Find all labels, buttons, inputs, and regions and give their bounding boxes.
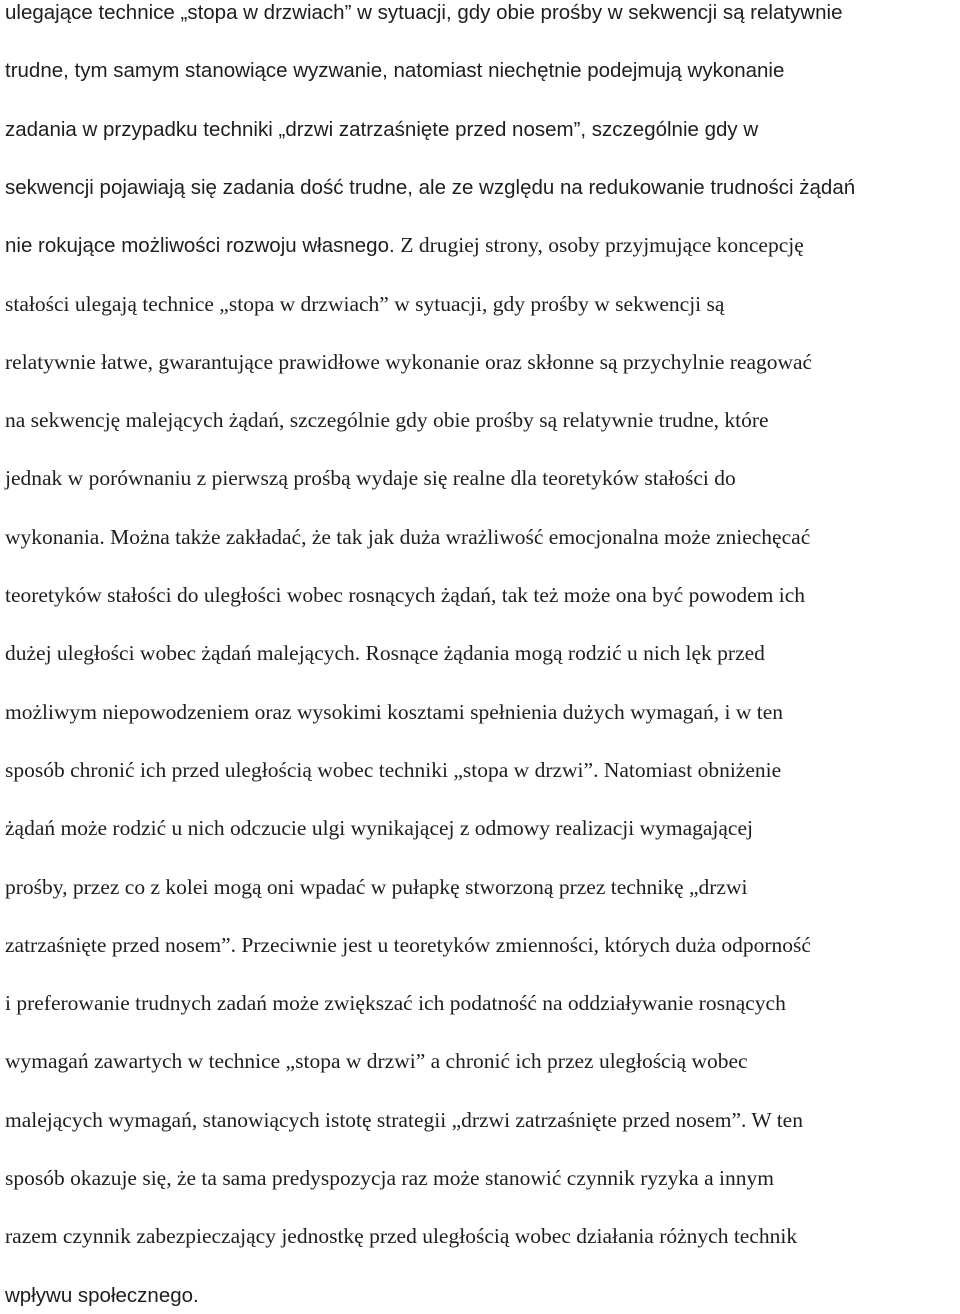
text-line (5, 1166, 774, 1190)
text-line (5, 466, 736, 490)
text-segment: sposób chronić ich przed uległością wobec techniki „stopa w drzwi”. Natomiast obniżenie (5, 757, 782, 782)
text-segment: dużej uległości wobec żądań malejących. Rosnące żądania mogą rodzić u nich lęk przed (5, 641, 765, 666)
text-segment: Z drugiej strony, osoby przyjmujące koncepcję (400, 233, 804, 258)
text-segment: ulegające technice „stopa w drzwiach” w sytuacji, gdy obie prośby w sekwencji są relatywnie (5, 1, 843, 24)
text-line (5, 233, 804, 258)
text-line (5, 758, 781, 782)
text-line (5, 816, 753, 840)
text-segment: relatywnie łatwe, gwarantujące prawidłowe wykonanie oraz skłonne są przychylnie reagować (5, 349, 813, 374)
text-segment: razem czynnik zabezpieczający jednostkę przed uległością wobec działania różnych technik (5, 1224, 798, 1249)
text-line (5, 350, 812, 374)
text-line (5, 292, 724, 316)
text-segment: zatrzaśnięte przed nosem”. Przeciwnie jest u teoretyków zmienności, których duża odporność (5, 932, 811, 957)
text-line (5, 641, 765, 665)
text-line (5, 58, 784, 83)
text-line (5, 1283, 199, 1308)
text-line (5, 525, 810, 549)
text-line (5, 1049, 748, 1073)
text-segment: sekwencji pojawiają się zadania dość trudne, ale ze względu na redukowanie trudności żądań (5, 175, 856, 199)
text-segment: stałości ulegają technice „stopa w drzwiach” w sytuacji, gdy prośby w sekwencji są (5, 291, 725, 316)
text-line (5, 408, 769, 432)
text-line (5, 700, 783, 724)
text-segment: nie rokujące możliwości rozwoju własnego. (5, 234, 401, 258)
text-segment: jednak w porównaniu z pierwszą prośbą wydaje się realne dla teoretyków stałości do (5, 466, 736, 491)
text-segment: wykonania. Można także zakładać, że tak jak duża wrażliwość emocjonalna może zniechęcać (5, 524, 811, 549)
text-segment: wymagań zawartych w technice „stopa w drzwi” a chronić ich przez uległością wobec (5, 1049, 748, 1074)
text-line (5, 933, 811, 957)
text-segment: trudne, tym samym stanowiące wyzwanie, natomiast niechętnie podejmują wykonanie (5, 59, 785, 83)
text-line (5, 991, 786, 1015)
text-segment: możliwym niepowodzeniem oraz wysokimi kosztami spełnienia dużych wymagań, i w ten (5, 699, 783, 724)
text-segment: na sekwencję malejących żądań, szczególnie gdy obie prośby są relatywnie trudne, które (5, 408, 769, 433)
text-line (5, 875, 747, 899)
text-segment: i preferowanie trudnych zadań może zwiększać ich podatność na oddziaływanie rosnących (5, 991, 786, 1016)
text-line (5, 1224, 797, 1248)
text-line (5, 175, 855, 200)
text-segment: wpływu społecznego. (5, 1283, 199, 1307)
text-segment: żądań może rodzić u nich odczucie ulgi wynikającej z odmowy realizacji wymagającej (5, 816, 753, 841)
text-line (5, 583, 805, 607)
text-segment: zadania w przypadku techniki „drzwi zatrzaśnięte przed nosem”, szczególnie gdy w (5, 117, 759, 141)
text-segment: sposób okazuje się, że ta sama predyspozycja raz może stanowić czynnik ryzyka a innym (5, 1166, 774, 1190)
text-line (5, 0, 842, 25)
text-segment: teoretyków stałości do uległości wobec rosnących żądań, tak też może ona być powodem ich (5, 583, 806, 607)
text-segment: malejących wymagań, stanowiących istotę strategii „drzwi zatrzaśnięte przed nosem”. W ten (5, 1107, 803, 1132)
text-line (5, 1108, 803, 1132)
text-line (5, 117, 758, 142)
text-segment: prośby, przez co z kolei mogą oni wpadać w pułapkę stworzoną przez technikę „drzwi (5, 874, 748, 899)
